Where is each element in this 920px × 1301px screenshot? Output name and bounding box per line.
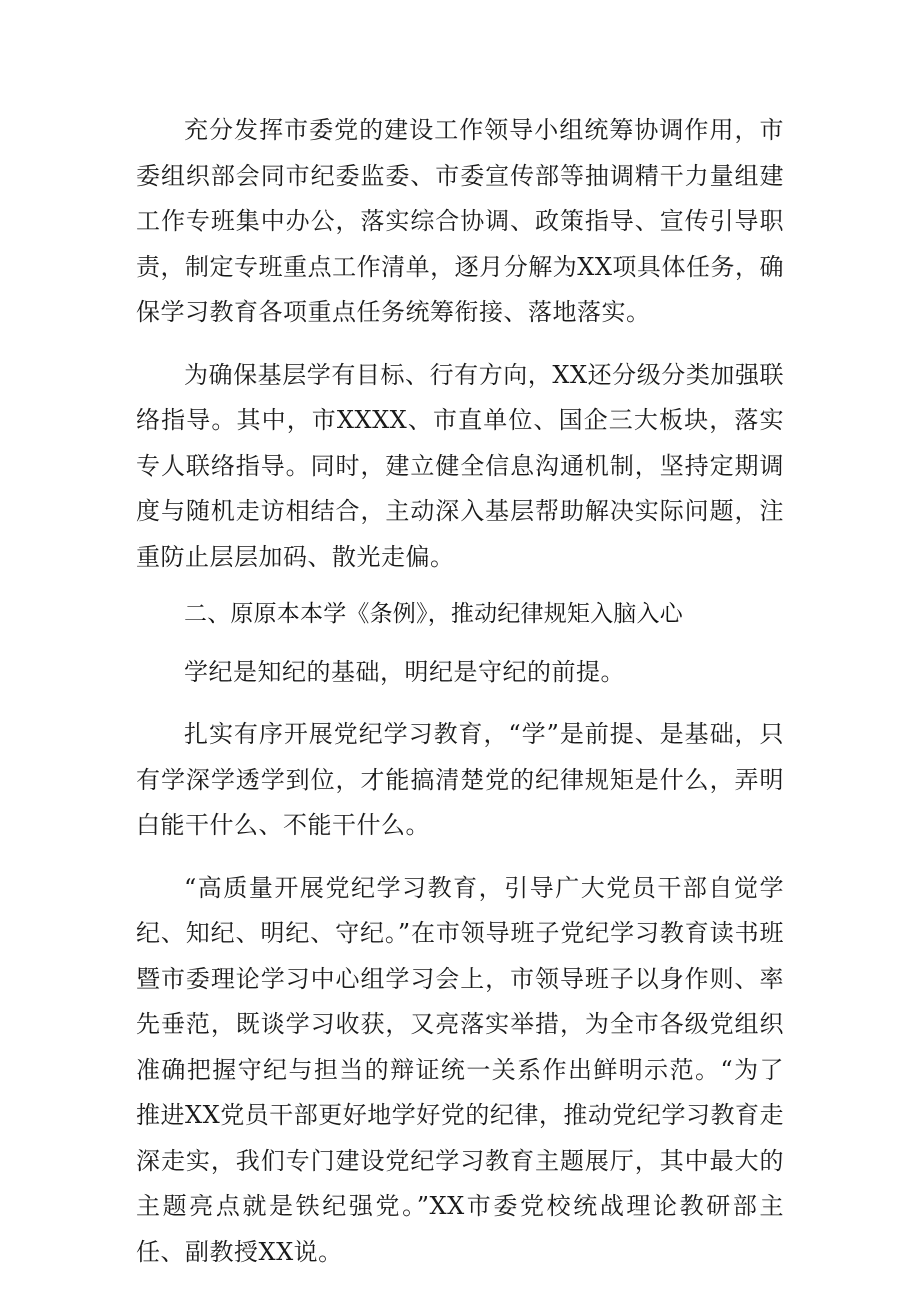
paragraph-leadership-example: “高质量开展党纪学习教育，引导广大党员干部自觉学纪、知纪、明纪、守纪。”在市领导班子党纪学习教育读书班暨市委理论学习中心组学习会上，市领导班子以身作则、率先垂范，既谈学习收获，又亮落实举措，为全市各级党组织准确把握守纪与担当的辩证统一关系作出鲜明示范。“为了推进XX党员干部更好地学好党的纪律，推动党纪学习教育走深走实，我们专门建设党纪学习教育主题展厅，其中最大的主题亮点就是铁纪强党。”XX市委党校统战理论教研部主任、副教授XX说。: [136, 873, 784, 1266]
section-heading-two: 二、原原本本学《条例》，推动纪律规矩入脑入心: [184, 601, 683, 627]
paragraph-spacer: [136, 638, 784, 650]
paragraph-liaison-guidance: 为确保基层学有目标、行有方向，XX还分级分类加强联络指导。其中，市XXXX、市直单位、国企三大板块，落实专人联络指导。同时，建立健全信息沟通机制，坚持定期调度与随机走访相结合，主动深入基层帮助解决实际问题，注重防止层层加码、散光走偏。: [136, 360, 784, 571]
paragraph-spacer: [136, 695, 784, 712]
document-body: [136, 108, 784, 1275]
paragraph-spacer: [136, 336, 784, 353]
paragraph-working-group: 充分发挥市委党的建设工作领导小组统筹协调作用，市委组织部会同市纪委监委、市委宣传部等抽调精干力量组建工作专班集中办公，落实综合协调、政策指导、宣传引导职责，制定专班重点工作清单，逐月分解为XX项具体任务，确保学习教育各项重点任务统筹衔接、落地落实。: [136, 116, 784, 326]
paragraph-spacer: [136, 580, 784, 592]
paragraph-study-premise: 学纪是知纪的基础，明纪是守纪的前提。: [184, 657, 625, 686]
paragraph-spacer: [136, 849, 784, 866]
paragraph-study-foundation: 扎实有序开展党纪学习教育，“学”是前提、是基础，只有学深学透学到位，才能搞清楚党的纪律规矩是什么，弄明白能干什么、不能干什么。: [136, 720, 784, 839]
